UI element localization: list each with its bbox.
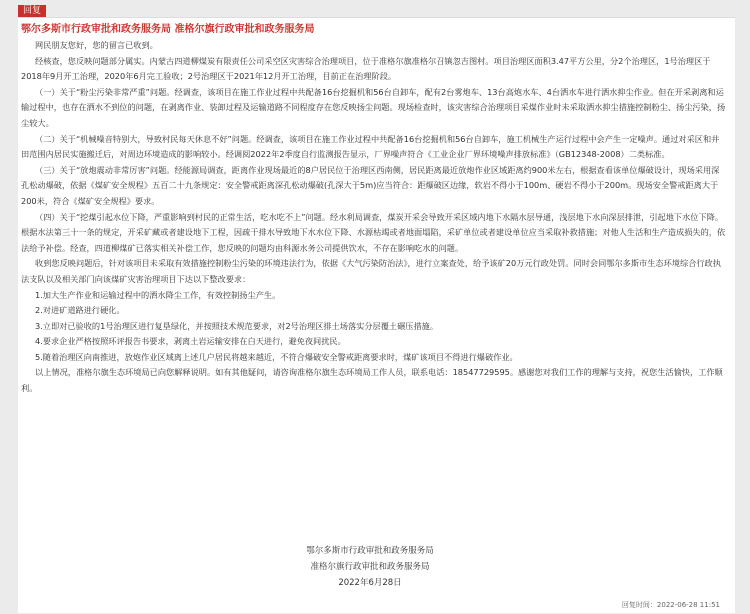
measure-5: 5.随着治理区向南推进，放炮作业区域离上述几户居民将越来越近，不符合爆破安全警戒距离要求时，煤矿该项目不得进行爆破作业。 [35,351,518,362]
measure-4: 4.要求企业严格按照环评报告书要求，剥离土岩运输安排在白天进行，避免夜间扰民。 [35,336,346,347]
greeting: 网民朋友您好，您的留言已收到。 [35,40,158,50]
reply-header: 鄂尔多斯市行政审批和政务服务局 准格尔旗行政审批和政务服务局 [21,24,315,35]
reply-content [21,38,726,397]
signature-org-2: 准格尔旗行政审批和政务服务局 [310,562,430,572]
signature-org-1: 鄂尔多斯市行政审批和政务服务局 [306,546,434,556]
measures-intro: 收到您反映问题后，针对该项目未采取有效措施控制粉尘污染的环境违法行为，依据《大气污染防治法》，进行立案查处，给予该矿20万元行政处罚。同时会同鄂尔多斯市生态环境综合行政执法支队以及相关部门向该煤矿灾害治理项目下达以下整改要求： [21,258,721,284]
intro-paragraph: 经核查，您反映问题部分属实。内蒙古四道柳煤炭有限责任公司采空区灾害综合治理项目，位于准格尔旗准格尔召镇忽吉图村。项目治理区面积3.47平方公里，分2个治理区，1号治理区于2018年9月开工治理，2020年6月完工验收；2号治理区于2021年12月开工治理，目前正在治理阶段。 [21,55,711,82]
point-3: （三）关于“放炮震动非常厉害”问题。经能源局调查，距离作业现场最近的8户居民位于治理区西南侧，居民距离最近放炮作业区域距离约900米左右，根据查看该单位爆破设计，现场采用深孔松动爆破，依据《煤矿安全规程》五百二十九条规定：安全警戒距离深孔松动爆破(孔深大于5m)应当符合：距爆破区边缘，软岩不得小于100m、硬岩不得小于200m。现场安全警戒距离大于200米，符合《煤矿安全规程》要求。 [21,164,720,206]
point-2: （二）关于“机械噪音特别大，导致村民每天休息不好”问题。经调查，该项目在施工作业过程中共配备16台挖掘机和56台自卸车，施工机械生产运行过程中会产生一定噪声。通过对采区和井田范围内居民实施搬迁后，对周边环境造成的影响较小。经调阅2022年2季度自行监测报告显示，厂界噪声符合《工业企业厂界环境噪声排放标准》（GB12348-2008）二类标准。 [21,133,720,160]
signature-date: 2022年6月28日 [338,578,402,588]
reply-tag: 回复 [18,5,46,17]
reply-time: 回复时间：2022-06-28 11:51 [621,601,720,609]
measure-3: 3.立即对已验收的1号治理区进行复垦绿化，并按照技术规范要求，对2号治理区排土场落实分层覆土碾压措施。 [35,320,439,331]
signature-block [280,543,460,591]
closing-paragraph: 以上情况，准格尔旗生态环境局已向您解释说明。如有其他疑问，请咨询准格尔旗生态环境局工作人员，联系电话：18547729595。感谢您对我们工作的理解与支持，祝您生活愉快，工作顺利。 [21,367,723,394]
point-1: （一）关于“粉尘污染非常严重”问题。经调查，该项目在施工作业过程中共配备16台挖掘机和56台自卸车，配有2台雾炮车、13台高炮水车、4台洒水车进行洒水抑尘作业。但在开采剥离和运输过程中，也存在洒水不到位的问题，在剥离作业、装卸过程及运输道路不同程度存在您反映扬尘问题。现场检查时，该灾害综合治理项目采煤作业时未采取洒水抑尘措施控制粉尘、扬尘污染，扬尘较大。 [21,86,726,128]
measure-2: 2.对进矿道路进行硬化。 [35,305,125,316]
point-4: （四）关于“挖煤引起水位下降，严重影响到村民的正常生活，吃水吃不上”问题。经水利局调查，煤炭开采会导致开采区域内地下水隔水层导通，浅层地下水向深层排泄，引起地下水位下降。根据水法第三十一条的规定，开采矿藏或者建设地下工程，因疏干排水导致地下水水位下降、水源枯竭或者地面塌陷，采矿单位或者建设单位应当采取补救措施；对他人生活和生产造成损失的，依法给予补偿。经查，四道柳煤矿已落实相关补偿工作，您反映的问题均由科源水务公司提供饮水，不存在影响吃水的问题。 [21,211,726,253]
measure-1: 1.加大生产作业和运输过程中的洒水降尘工作，有效控制扬尘产生。 [35,289,281,300]
